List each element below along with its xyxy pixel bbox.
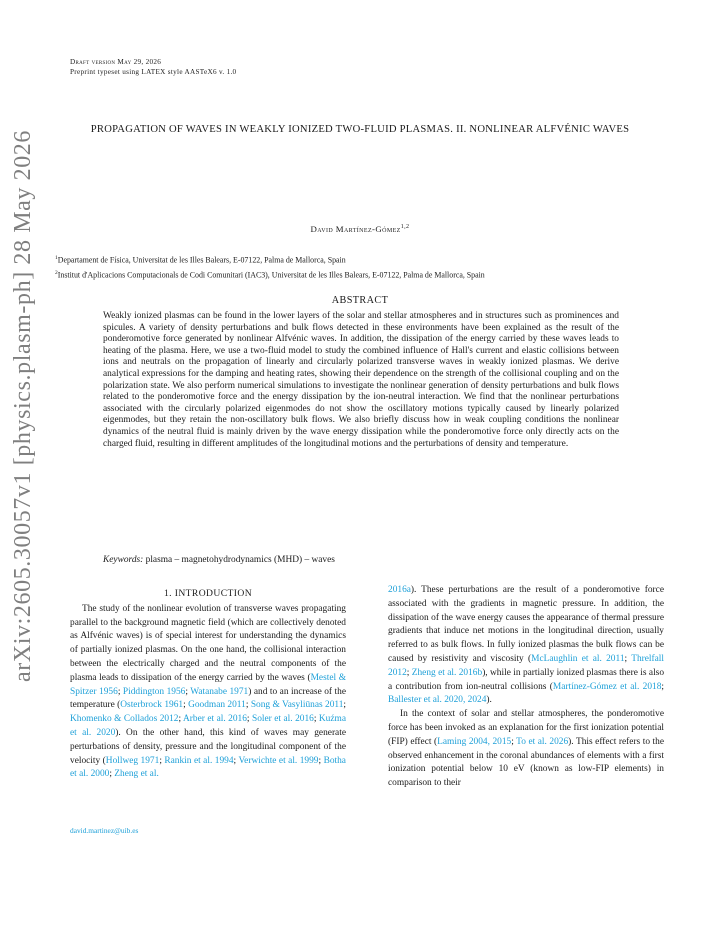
arxiv-stamp: arXiv:2605.30057v1 [physics.plasm-ph] 28 May 2026 <box>10 129 36 682</box>
draft-header <box>70 57 236 77</box>
citation-link[interactable]: Verwichte et al. 1999 <box>238 755 319 766</box>
author-marks: 1,2 <box>400 224 410 231</box>
affiliation-text: Departament de Física, Universitat de les Illes Balears, E-07122, Palma de Mallorca, Spain <box>57 255 346 265</box>
paper-title: PROPAGATION OF WAVES IN WEAKLY IONIZED TWO-FLUID PLASMAS. II. NONLINEAR ALFVÉNIC WAVES <box>90 124 630 135</box>
citation-link[interactable]: McLaughlin et al. 2011 <box>531 653 625 664</box>
paragraph-2: 2016a). These perturbations are the result of a ponderomotive force associated with the gradients in magnetic pressure. In addition, the dissipation of the wave energy causes the appearance of thermal pressure gradients that induce net motions in the longitudinal direction, usually referred to as bulk flows. In fully ionized plasmas the bulk flows can be caused by resistivity and viscosity (McLaughlin et al. 2011; Threlfall 2012; Zheng et al. 2016b), while in partially ionized plasmas there is also a contribution from ion-neutral collisions (Martínez-Gómez et al. 2018; Ballester et al. 2020, 2024). <box>388 585 665 706</box>
citation-link[interactable]: Rankin et al. 1994 <box>164 755 234 766</box>
citation-link[interactable]: Martínez-Gómez et al. 2018 <box>552 681 662 692</box>
citation-link[interactable]: To et al. 2026 <box>516 736 569 747</box>
citation-link[interactable]: Zheng et al. <box>114 769 159 780</box>
keywords-label: Keywords: <box>103 555 144 565</box>
citation-link[interactable]: Khomenko & Collados 2012 <box>70 714 179 725</box>
citation-link[interactable]: Watanabe 1971 <box>190 686 249 697</box>
citation-link[interactable]: Hollweg 1971 <box>105 755 160 766</box>
affiliation-text: Institut d'Aplicacions Computacionals de Codi Comunitari (IAC3), Universitat de les Illes Balears, E-07122, Palma de Mallorca, Spain <box>57 270 485 280</box>
email-link[interactable]: david.martinez@uib.es <box>70 826 139 835</box>
keywords-list: plasma – magnetohydrodynamics (MHD) – waves <box>145 555 335 565</box>
preprint-note: Preprint typeset using LATEX style AASTeX6 v. 1.0 <box>70 68 237 76</box>
affiliation-mark: 1 <box>55 255 58 261</box>
citation-link[interactable]: Zheng et al. 2016b <box>411 667 483 678</box>
column-right <box>388 584 664 791</box>
draft-version: Draft version May 29, 2026 <box>70 58 162 66</box>
citation-link[interactable]: Piddington 1956 <box>122 686 186 697</box>
column-left <box>70 587 346 782</box>
citation-link[interactable]: Mestel & Spitzer 1956 <box>70 672 347 697</box>
section-heading: 1. INTRODUCTION <box>163 588 253 599</box>
citation-link[interactable]: 2016a <box>388 585 411 595</box>
citation-link[interactable]: Song & Vasyliūnas 2011 <box>250 700 344 711</box>
abstract-heading: ABSTRACT <box>331 295 389 306</box>
citation-link[interactable]: Ballester et al. 2020, 2024 <box>388 695 487 706</box>
affiliation-1 <box>55 253 346 266</box>
affiliation-2 <box>55 268 485 281</box>
affiliation-mark: 2 <box>55 270 58 276</box>
citation-link[interactable]: Botha et al. 2000 <box>70 755 346 780</box>
citation-link[interactable]: Osterbrock 1961 <box>120 700 184 711</box>
citation-link[interactable]: Soler et al. 2016 <box>252 714 314 725</box>
author-name: David Martínez-Gómez <box>310 224 401 234</box>
paragraph-1: The study of the nonlinear evolution of transverse waves propagating parallel to the background magnetic field (which are collectively denoted as Alfvénic waves) is of special interest for understanding the dynamics of partially ionized plasmas. On the one hand, the collisional interaction between the electrically charged and the neutral components of the plasma leads to dissipation of the energy carried by the waves (Mestel & Spitzer 1956; Piddington 1956; Watanabe 1971) and to an increase of the temperature (Osterbrock 1961; Goodman 2011; Song & Vasyliūnas 2011; Khomenko & Collados 2012; Arber et al. 2016; Soler et al. 2016; Kuźma et al. 2020). On the other hand, this kind of waves may generate perturbations of density, pressure and the longitudinal component of the velocity (Hollweg 1971; Rankin et al. 1994; Verwichte et al. 1999; Botha et al. 2000; Zheng et al. <box>70 603 347 780</box>
citation-link[interactable]: Laming 2004, 2015 <box>437 736 512 747</box>
citation-link[interactable]: Kuźma et al. 2020 <box>70 714 346 738</box>
paragraph-3: In the context of solar and stellar atmospheres, the ponderomotive force has been invoked as an explanation for the first ionization potential (FIP) effect (Laming 2004, 2015; To et al. 2026). This effect refers to the observed enhancement in the coronal abundances of elements with a first ionization potential below 10 eV (known as low-FIP elements) in comparison to their <box>388 709 664 789</box>
abstract-text: Weakly ionized plasmas can be found in the lower layers of the solar and stellar atmospheres and in structures such as prominences and spicules. A variety of density perturbations and bulk flows detected in these environments have been explained as the result of the ponderomotive force generated by nonlinear Alfvénic waves. In addition, the dissipation of the energy carried by these waves leads to heating of the plasma. Here, we use a two-fluid model to study the combined influence of Hall's current and elastic collisions between ions and neutrals on the propagation of linearly and circularly polarized transverse waves in weakly ionized plasmas. We derive analytical expressions for the damping and heating rates, showing their dependence on the strength of the collisional coupling and on the polarization state. We also perform numerical simulations to investigate the nonlinear generation of density perturbations and bulk flows related to the ponderomotive force and the energy dissipation by the ion-neutral interaction. We find that the nonlinear perturbations associated with the circularly polarized eigenmodes do not show the oscillatory motions typically caused by linearly polarized eigenmodes, but they retain the non-oscillatory bulk flows. We also briefly discuss how in weak coupling conditions the nonlinear dynamics of the neutral fluid is mainly driven by the wave energy dissipation while the ponderomotive force only directly acts on the charged fluid, resulting in different amplitudes of the longitudinal motions and the perturbations of density and temperature. <box>103 311 619 449</box>
author-line <box>0 224 720 234</box>
keywords-line <box>103 555 335 565</box>
citation-link[interactable]: Arber et al. 2016 <box>183 714 247 725</box>
citation-link[interactable]: Threlfall 2012 <box>388 653 665 678</box>
citation-link[interactable]: Goodman 2011 <box>188 700 246 711</box>
